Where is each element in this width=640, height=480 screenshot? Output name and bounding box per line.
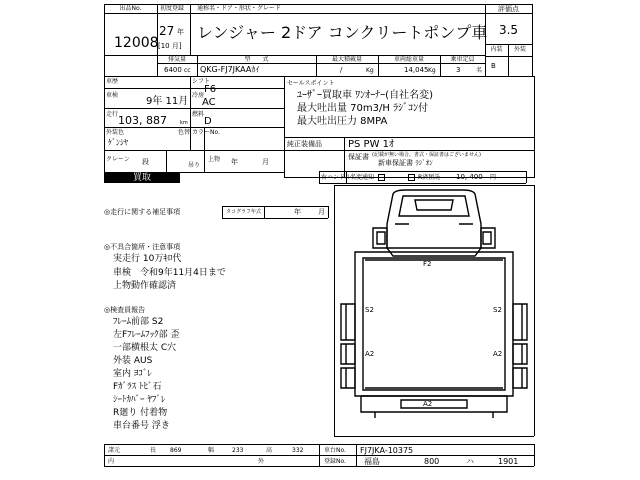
displacement-value: 6400 bbox=[164, 66, 182, 74]
crane-dan: 段 bbox=[142, 158, 149, 166]
recycle-value: 10, 400 bbox=[456, 173, 483, 181]
score-value: 3.5 bbox=[498, 23, 519, 37]
tacho-month: 月 bbox=[318, 208, 325, 216]
color-no-label: カラーNo. bbox=[192, 129, 220, 136]
ext-color-value: ｹﾞﾝｼﾔ bbox=[108, 138, 128, 147]
recycle-checkbox bbox=[408, 174, 415, 181]
interior-label: 内装 bbox=[490, 46, 503, 53]
defect-line-3: 上物動作確認済 bbox=[113, 281, 177, 291]
shift-value: F6 bbox=[204, 84, 217, 95]
sales-point-line-3: 最大吐出圧力 8MPA bbox=[297, 116, 388, 127]
max-load-label: 最大積載量 bbox=[331, 56, 362, 63]
height-value: 332 bbox=[292, 447, 304, 454]
reg-month: [10 月] bbox=[158, 42, 182, 50]
inspection-label: 車検 bbox=[106, 92, 119, 99]
vehicle-title: レンジャー 2ドア コンクリートポンプ車 bbox=[197, 23, 488, 42]
title-label: 通称名・ドア・形状・グレード bbox=[197, 5, 281, 12]
inspector-line-4: 外装 AUS bbox=[113, 356, 153, 366]
length-value: 869 bbox=[170, 447, 182, 454]
defect-line-1: 実走行 10万ｷﾛ代 bbox=[113, 254, 182, 264]
name-change-checkbox bbox=[378, 174, 385, 181]
displacement-label: 排気量 bbox=[167, 56, 186, 63]
inspector-label: ◎検査員報告 bbox=[104, 306, 146, 314]
fuel-value: D bbox=[204, 116, 212, 127]
inspector-line-2: 左Fﾌﾚｰﾑﾌｯｸ部 歪 bbox=[113, 330, 180, 340]
mark-a2-rear: A2 bbox=[423, 400, 433, 408]
mileage-note-label: ◎走行に関する補足事項 bbox=[104, 208, 181, 216]
warranty-note: (記載が無い場合、書式・保証書はございません) bbox=[372, 152, 481, 158]
first-reg-label: 初度登録 bbox=[160, 5, 185, 12]
equipment-label: 純正装備品 bbox=[287, 140, 322, 148]
yen-label: 円 bbox=[490, 174, 497, 181]
exterior-label: 外装 bbox=[513, 46, 526, 53]
shift-label: シフト bbox=[192, 78, 211, 85]
width-label: 幅 bbox=[208, 447, 215, 454]
ac-value: AC bbox=[202, 97, 216, 108]
warranty-value: 新車保証書 ﾗｼﾞｵﾝ bbox=[378, 159, 433, 167]
crane-label: クレーン bbox=[106, 156, 130, 163]
max-load-unit: Kg bbox=[366, 67, 374, 74]
mark-a2-right: A2 bbox=[493, 350, 503, 358]
model-code: QKG-FJ7JKAAｶｲ bbox=[200, 65, 260, 74]
color-change-label: 色替 bbox=[178, 129, 191, 136]
reg-label: 登録No. bbox=[324, 458, 346, 465]
score-label: 評価点 bbox=[498, 5, 519, 13]
sales-point-line-1: ﾕｰｻﾞｰ買取車 ﾜﾝｵｰﾅｰ(自社名変) bbox=[297, 90, 433, 101]
history-label: 車歴 bbox=[106, 78, 119, 85]
recycle-label: R済預託 bbox=[418, 174, 441, 181]
lift-label: 上物 bbox=[208, 156, 221, 163]
max-load-value: / bbox=[340, 66, 343, 74]
chassis-label: 車台No. bbox=[324, 447, 346, 454]
inspector-line-3: 一部横根太 C穴 bbox=[113, 343, 177, 353]
name-change-label: 名変通知 bbox=[350, 174, 375, 181]
lift-year: 年 bbox=[231, 158, 238, 166]
width-value: 233 bbox=[232, 447, 244, 454]
mileage-unit: km bbox=[180, 120, 188, 126]
warranty-label: 保証書 bbox=[348, 153, 369, 161]
inspector-line-7: ｼｰﾄｶﾊﾞｰ ﾔﾌﾞﾚ bbox=[113, 395, 166, 405]
inspector-line-6: Fｶﾞﾗｽ ﾄﾋﾞ石 bbox=[113, 382, 162, 392]
type-label: 型 式 bbox=[244, 56, 269, 63]
mark-f2: F2 bbox=[423, 260, 432, 268]
reg-number: 1901 bbox=[498, 457, 519, 466]
inspector-line-9: 車台番号 浮き bbox=[113, 421, 170, 431]
ac-label: 冷房 bbox=[192, 92, 205, 99]
capacity-value: 3 bbox=[456, 66, 461, 74]
truck-damage-diagram bbox=[335, 186, 533, 435]
gross-weight-label: 車両総重量 bbox=[393, 56, 424, 63]
crane-tsuri: 吊り bbox=[188, 162, 201, 169]
sales-point-label: セールスポイント bbox=[287, 80, 335, 87]
buy-label: 買取 bbox=[132, 173, 151, 183]
reg-place: 福島 bbox=[364, 457, 380, 466]
mark-s2-right: S2 bbox=[493, 306, 502, 314]
inspector-line-8: R廻り 付着物 bbox=[113, 408, 168, 418]
lift-month: 月 bbox=[262, 158, 269, 166]
defects-label: ◎不具合箇所・注意事項 bbox=[104, 243, 181, 251]
length-label: 長 bbox=[150, 447, 157, 454]
ext-color-label: 外装色 bbox=[106, 129, 125, 136]
inner-outer-label: 内 外 bbox=[108, 458, 265, 465]
inspector-line-5: 室内 ﾖｺﾞﾚ bbox=[113, 369, 152, 379]
mileage-value: 103, 887 bbox=[118, 114, 167, 127]
dims-label: 諸元 bbox=[108, 447, 121, 454]
displacement-unit: cc bbox=[184, 67, 191, 74]
height-label: 高 bbox=[266, 447, 273, 454]
tacho-year: 年 bbox=[294, 208, 301, 216]
inspector-line-1: ﾌﾚｰﾑ前部 S2 bbox=[113, 317, 164, 327]
mark-a2-left: A2 bbox=[365, 350, 375, 358]
reg-year: 27 bbox=[159, 24, 175, 38]
inspection-value: 9年 11月 bbox=[146, 96, 189, 107]
gross-weight-value: 14,045 bbox=[404, 66, 429, 74]
reg-class: 800 bbox=[424, 457, 440, 466]
defect-line-2: 車検 令和9年11月4日まで bbox=[113, 268, 226, 278]
mark-s2-left: S2 bbox=[365, 306, 374, 314]
right-handle-label: 右ハンドル bbox=[321, 174, 352, 181]
gross-weight-unit: Kg bbox=[428, 67, 436, 74]
lot-label: 出品No. bbox=[119, 5, 142, 12]
capacity-unit: 名 bbox=[476, 67, 483, 74]
equipment-value: PS PW 1ｵ bbox=[348, 139, 395, 150]
tacho-label: タコグラフ年式 bbox=[226, 209, 262, 215]
capacity-label: 乗車定員 bbox=[450, 56, 475, 63]
fuel-label: 燃料 bbox=[192, 111, 205, 118]
chassis-value: FJ7JKA-10375 bbox=[360, 446, 414, 455]
mileage-label: 走行 bbox=[106, 111, 119, 118]
interior-grade: B bbox=[491, 62, 496, 70]
reg-year-unit: 年 bbox=[177, 28, 184, 36]
reg-kana: ハ bbox=[466, 457, 474, 466]
lot-number: 12008 bbox=[114, 35, 159, 51]
sales-point-line-2: 最大吐出量 70m3/H ﾗｼﾞｺﾝ付 bbox=[297, 103, 429, 114]
